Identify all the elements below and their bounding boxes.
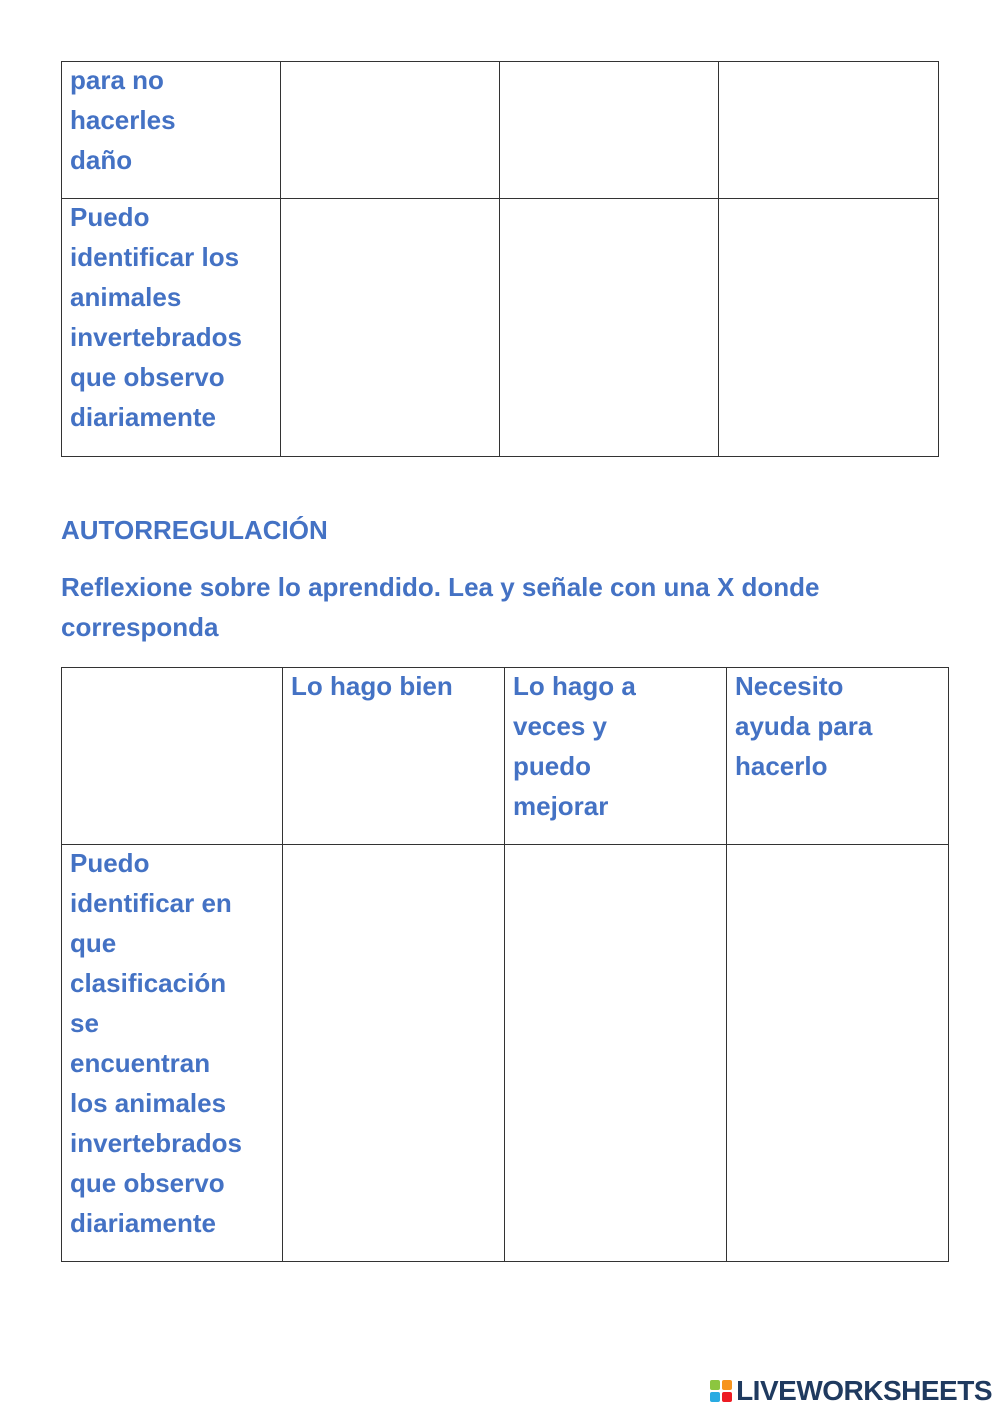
answer-cell-sometimes[interactable] — [505, 845, 727, 1262]
answer-cell-good[interactable] — [281, 62, 500, 199]
header-label-sometimes: Lo hago a veces y puedo mejorar — [513, 671, 636, 821]
table-row — [62, 845, 949, 1262]
header-cell-empty — [62, 668, 283, 845]
logo-wordmark: LIVEWORKSHEETS — [736, 1375, 992, 1406]
rubric-table-top — [61, 61, 939, 457]
header-cell-sometimes — [505, 668, 727, 845]
logo-square — [722, 1380, 732, 1390]
criterion-cell — [62, 199, 281, 457]
answer-cell-good[interactable] — [281, 199, 500, 457]
criterion-label: para no hacerles daño — [70, 65, 176, 175]
criterion-label: Puedo identificar los animales invertebrados que observo diariamente — [70, 202, 242, 432]
table-header-row — [62, 668, 949, 845]
header-cell-help — [727, 668, 949, 845]
criterion-cell — [62, 62, 281, 199]
table-row — [62, 199, 939, 457]
logo-square — [722, 1392, 732, 1402]
answer-cell-good[interactable] — [283, 845, 505, 1262]
instructions-text: Reflexione sobre lo aprendido. Lea y señale con una X donde corresponda — [61, 572, 820, 642]
header-label-help: Necesito ayuda para hacerlo — [735, 671, 873, 781]
answer-cell-sometimes[interactable] — [500, 62, 719, 199]
table-row — [62, 62, 939, 199]
answer-cell-sometimes[interactable] — [500, 199, 719, 457]
header-cell-good — [283, 668, 505, 845]
answer-cell-help[interactable] — [719, 199, 939, 457]
logo-square — [710, 1392, 720, 1402]
answer-cell-help[interactable] — [727, 845, 949, 1262]
liveworksheets-logo — [710, 1375, 992, 1407]
logo-square — [710, 1380, 720, 1390]
rubric-table-bottom — [61, 667, 949, 1262]
logo-mark-icon — [710, 1380, 732, 1402]
answer-cell-help[interactable] — [719, 62, 939, 199]
header-label-good: Lo hago bien — [291, 671, 453, 701]
criterion-cell — [62, 845, 283, 1262]
criterion-label: Puedo identificar en que clasificación se encuentran los animales invertebrados que observo diariamente — [70, 848, 242, 1238]
section-title: AUTORREGULACIÓN — [61, 515, 328, 545]
